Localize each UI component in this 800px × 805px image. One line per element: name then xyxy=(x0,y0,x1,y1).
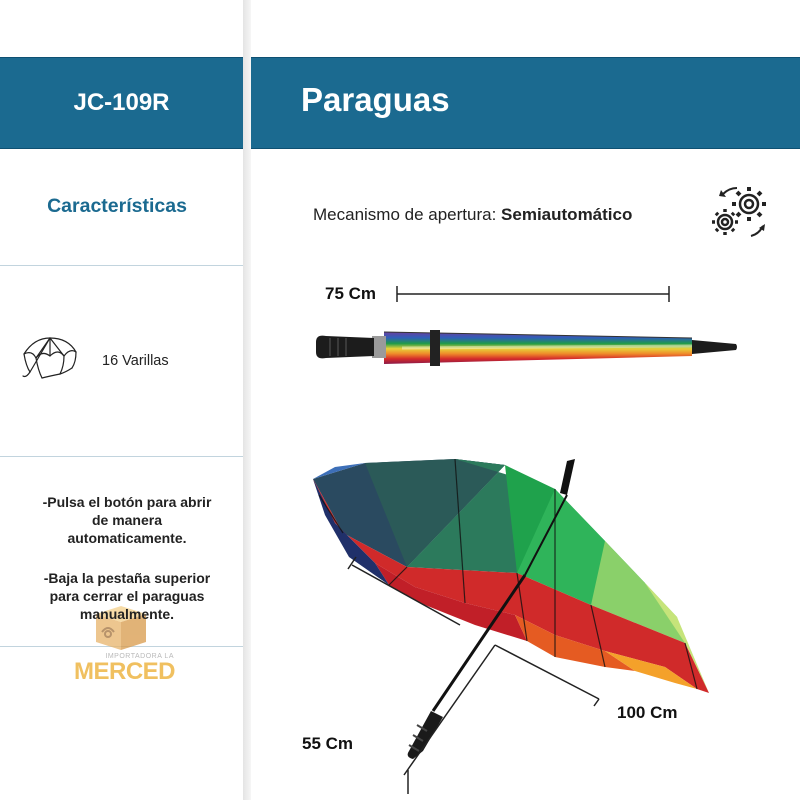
brand-logo xyxy=(74,653,174,686)
shaft-length-label: 55 Cm xyxy=(302,734,354,753)
closed-umbrella-image xyxy=(312,324,742,372)
closed-length-label: 75 Cm xyxy=(325,284,377,303)
mechanism-label: Mecanismo de apertura: xyxy=(313,205,502,224)
sidebar-shadow xyxy=(243,0,251,800)
page-title: Paraguas xyxy=(301,81,450,118)
instruction-line: para cerrar el paraguas xyxy=(49,588,205,604)
divider xyxy=(0,456,243,457)
umbrella-outline-icon xyxy=(20,332,80,392)
mechanism-text xyxy=(313,205,632,225)
shaft-dimension-end xyxy=(398,770,418,800)
divider xyxy=(0,265,243,266)
ribs-label: 16 Varillas xyxy=(102,353,169,369)
closed-length-line xyxy=(396,284,672,304)
canopy-length-label: 100 Cm xyxy=(617,703,678,722)
instruction-close xyxy=(22,569,232,623)
mechanism-value: Semiautomático xyxy=(501,205,633,224)
brand-logo-tagline: IMPORTADORA LA xyxy=(105,653,174,660)
product-code: JC-109R xyxy=(73,89,170,116)
instruction-line: de manera xyxy=(91,512,163,528)
instruction-open xyxy=(22,493,232,547)
instruction-line: -Baja la pestaña superior xyxy=(43,570,211,586)
gears-cycle-icon xyxy=(707,184,773,242)
instruction-line: automaticamente. xyxy=(67,530,187,546)
brand-logo-name: MERCED xyxy=(74,658,176,685)
features-title: Características xyxy=(47,195,187,217)
canopy-dimension-line xyxy=(340,555,610,805)
instruction-line: manualmente. xyxy=(79,606,175,622)
instruction-line: -Pulsa el botón para abrir xyxy=(42,494,212,510)
